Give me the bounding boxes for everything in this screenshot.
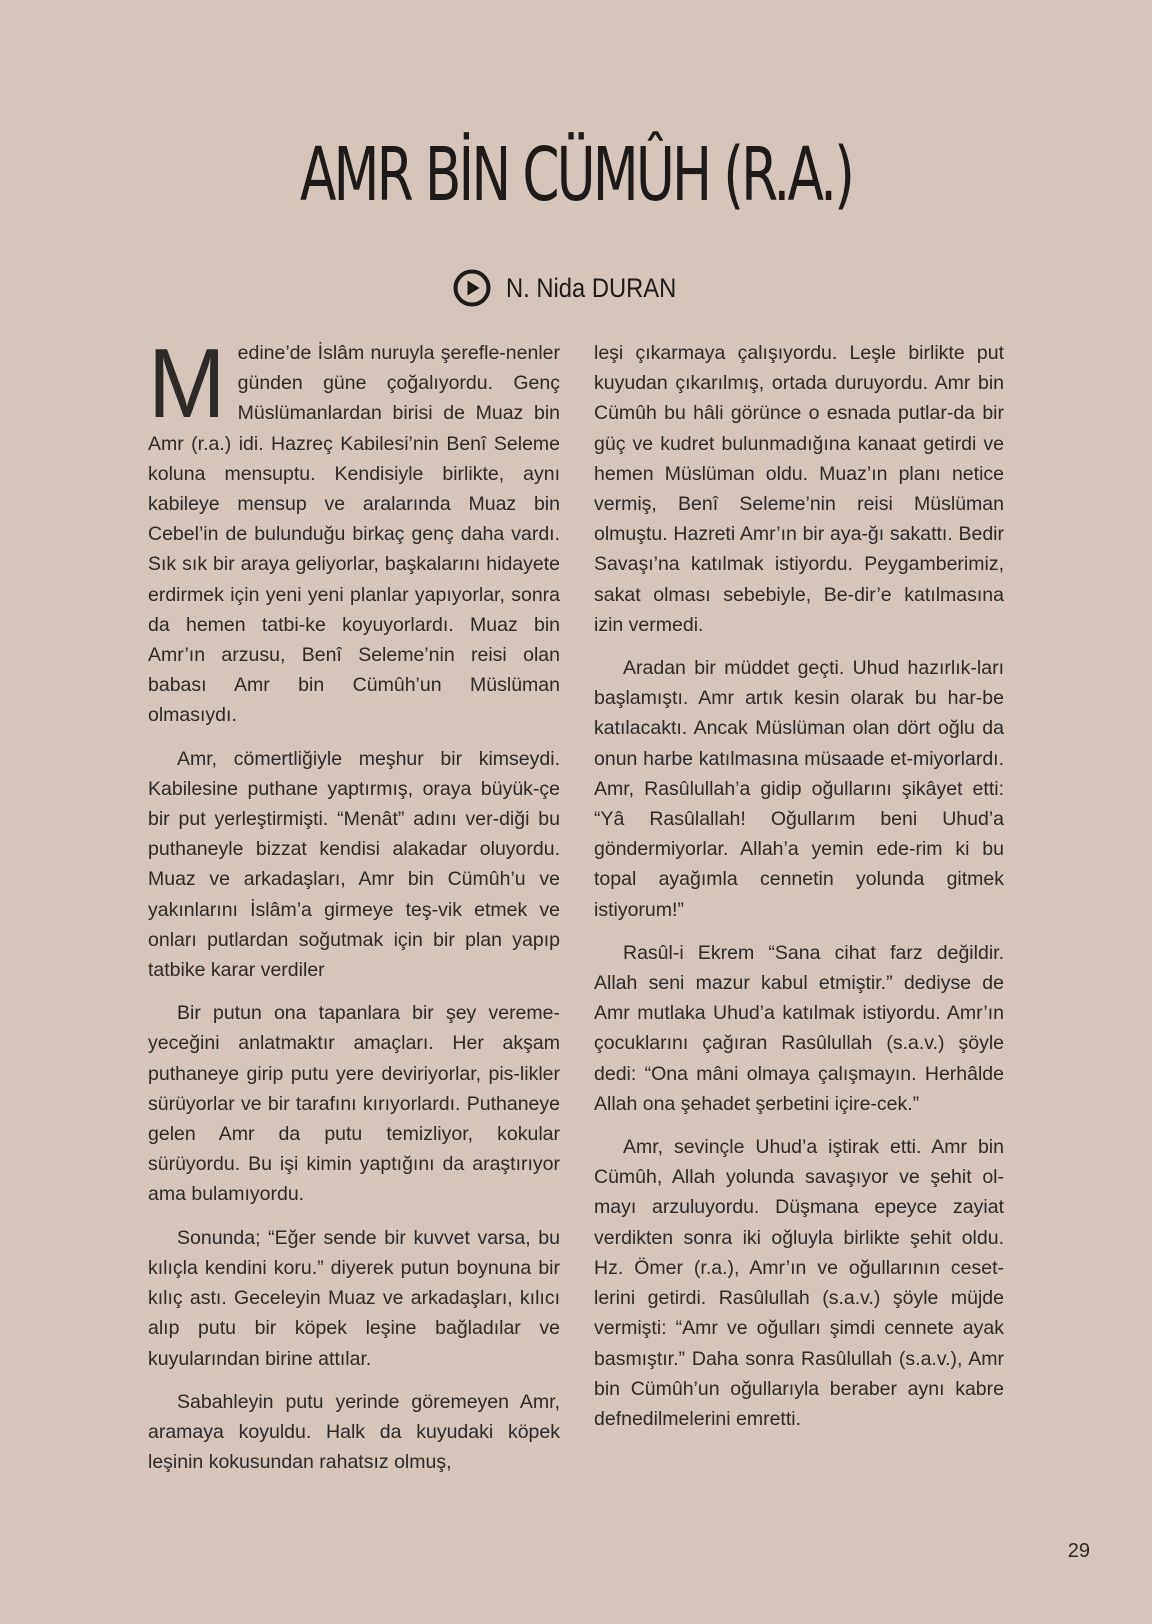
article-title: AMR BİN CÜMÛH (R.A.) — [299, 132, 853, 218]
paragraph: Rasûl-i Ekrem “Sana cihat farz değildir. Allah seni mazur kabul etmiştir.” dediyse de Amr mutlaka Uhud’a katılmak istiyordu. Amr’ın çocuklarını çağıran Rasûlullah (s.a.v.) şöyle dedi: “Ona mâni olmaya çalışmayın. Herhâlde Allah ona şehadet şerbetini içire-cek.” — [594, 941, 1004, 1115]
drop-cap: M — [148, 328, 226, 438]
play-circle-icon — [452, 268, 492, 308]
left-column — [148, 328, 560, 1490]
right-column — [594, 338, 1004, 1447]
page-number: 29 — [1067, 1540, 1090, 1562]
author-name: N. Nida DURAN — [506, 272, 677, 303]
paragraph-text: edine’de İslâm nuruyla şerefle-nenler günden güne çoğalıyordu. Genç Müslümanlardan birisi de Muaz bin Amr (r.a.) idi. Hazreç Kabilesi’nin Benî Seleme koluna mensuptu. Kendisiyle birlikte, aynı kabileye mensup ve aralarında Muaz bin Cebel’in de bulunduğu birkaç genç daha vardı. Sık sık bir araya geliyorlar, başkalarını hidayete erdirmek için yeni yeni planlar yapıyorlar, sonra da hemen tatbi-ke koyuyorlardı. Muaz bin Amr’ın arzusu, Benî Seleme’nin reisi olan babası Amr bin Cümûh’un Müslüman olmasıydı. — [148, 342, 560, 727]
paragraph: Sonunda; “Eğer sende bir kuvvet varsa, bu kılıçla kendini koru.” diyerek putun boynuna bir kılıç astı. Geceleyin Muaz ve arkadaşları, kılıcı alıp putu bir köpek leşine bağladılar ve kuyularından birine attılar. — [148, 1226, 560, 1370]
paragraph: leşi çıkarmaya çalışıyordu. Leşle birlikte put kuyudan çıkarılmış, ortada duruyordu. Amr bin Cümûh bu hâli görünce o esnada putlar-da bir güç ve kudret bulunmadığına kanaat getirdi ve hemen Müslüman oldu. Muaz’ın planı netice vermiş, Benî Seleme’nin reisi Müslüman olmuştu. Hazreti Amr’ın bir aya-ğı sakattı. Bedir Savaşı’na katılmak istiyordu. Peygamberimiz, sakat olması sebebiyle, Be-dir’e katılmasına izin vermedi. — [594, 342, 1004, 636]
paragraph: Sabahleyin putu yerinde göremeyen Amr, aramaya koyuldu. Halk da kuyudaki köpek leşinin kokusundan rahatsız olmuş, — [148, 1390, 560, 1474]
paragraph: Amr, cömertliğiyle meşhur bir kimseydi. Kabilesine puthane yaptırmış, oraya büyük-çe bir put yerleştirmişti. “Menât” adını ver-diği bu puthaneyle bizzat kendisi alakadar oluyordu. Muaz ve arkadaşları, Amr bin Cümûh’u ve yakınlarını İslâm’a girmeye teş-vik etmek ve onları putlardan soğutmak için bir plan yapıp tatbike karar verdiler — [148, 747, 560, 982]
paragraph: Aradan bir müddet geçti. Uhud hazırlık-ları başlamıştı. Amr artık kesin olarak bu har-be katılacaktı. Ancak Müslüman olan dört oğlu da onun harbe katılmasına müsaade et-miyorlardı. Amr, Rasûlullah’a gidip oğullarını şikâyet etti: “Yâ Rasûlallah! Oğullarım beni Uhud’a göndermiyorlar. Allah’a yemin ede-rim ki bu topal ayağımla cennetin yolunda gitmek istiyorum!” — [594, 657, 1004, 921]
byline — [0, 268, 1152, 308]
paragraph: Bir putun ona tapanlara bir şey vereme-yeceğini anlatmaktır amaçları. Her akşam puthaneye girip putu yere deviriyorlar, pis-likler sürüyorlar ve bir tarafını kırıyorlardı. Puthaneye gelen Amr da putu temizliyor, kokular sürüyordu. Bu işi kimin yaptığını da araştırıyor ama bulamıyordu. — [148, 1002, 560, 1206]
paragraph — [148, 328, 560, 731]
paragraph: Amr, sevinçle Uhud’a iştirak etti. Amr bin Cümûh, Allah yolunda savaşıyor ve şehit ol-mayı arzuluyordu. Düşmana epeyce zayiat verdikten sonra iki oğluyla birlikte şehit oldu. Hz. Ömer (r.a.), Amr’ın ve oğullarının ceset-lerini getirdi. Rasûlullah (s.a.v.) şöyle müjde vermişti: “Amr ve oğulları şimdi cennete ayak basmıştır.” Daha sonra Rasûlullah (s.a.v.), Amr bin Cümûh’un oğullarıyla beraber aynı kabre defnedilmelerini emretti. — [594, 1136, 1004, 1430]
